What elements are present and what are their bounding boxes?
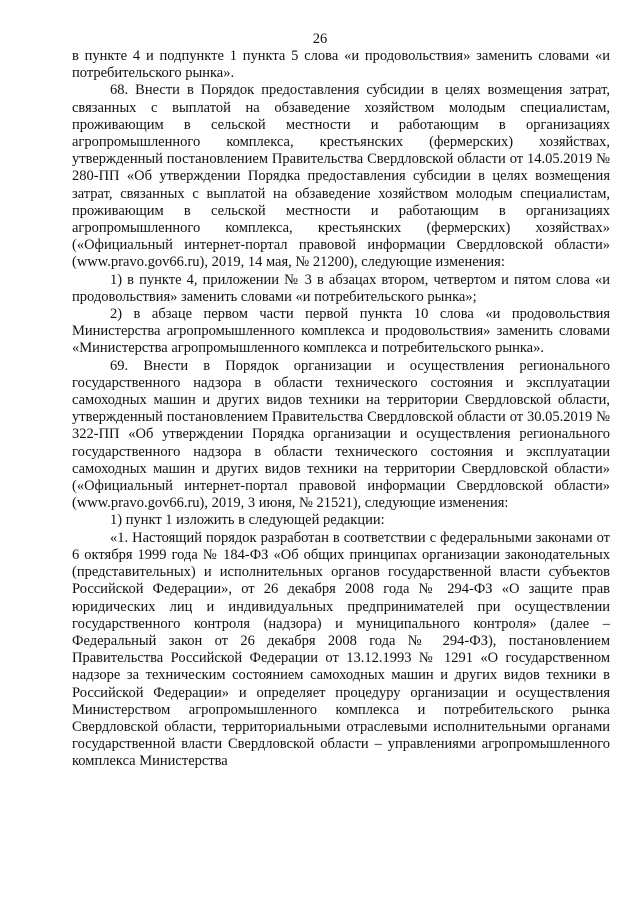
paragraph-quoted-point-1: «1. Настоящий порядок разработан в соответствии с федеральными законами от 6 октября 1999 года № 184-ФЗ «Об общих принципах организации законодательных (представительных) и исполнительных органов государственной власти субъектов Российской Федерации», от 26 декабря 2008 года № 294-ФЗ «О защите прав юридических лиц и индивидуальных предпринимателей при осуществлении государственного контроля (надзора) и муниципального контроля» (далее – Федеральный закон от 26 декабря 2008 года № 294-ФЗ), постановлением Правительства Российской Федерации от 13.12.1993 № 1291 «О государственном надзоре за техническим состоянием самоходных машин и других видов техники в Российской Федерации» и определяет процедуру организации и осуществления Министерством агропромышленного комплекса и потребительского рынка Свердловской области, территориальными отраслевыми исполнительными органами государственной власти Свердловской области – управлениями агропромышленного комплекса Министерства <box>72 529 610 770</box>
paragraph-item-68: 68. Внести в Порядок предоставления субсидии в целях возмещения затрат, связанных с выплатой на обзаведение хозяйством молодым специалистам, проживающим в сельской местности и работающим в организациях агропромышленного комплекса, крестьянских (фермерских) хозяйствах, утвержденный постановлением Правительства Свердловской области от 14.05.2019 № 280-ПП «Об утверждении Порядка предоставления субсидии в целях возмещения затрат, связанных с выплатой на обзаведение хозяйством молодым специалистам, проживающим в сельской местности и работающим в организациях агропромышленного комплекса, крестьянских (фермерских) хозяйствах» («Официальный интернет-портал правовой информации Свердловской области» (www.pravo.gov66.ru), 2019, 14 мая, № 21200), следующие изменения: <box>72 82 610 271</box>
paragraph-subitem-1: 1) в пункте 4, приложении № 3 в абзацах втором, четвертом и пятом слова «и продовольствия» заменить словами «и потребительского рынка»; <box>72 271 610 305</box>
page-number: 26 <box>312 31 328 47</box>
paragraph-item-69: 69. Внести в Порядок организации и осуществления регионального государственного надзора в области технического состояния и эксплуатации самоходных машин и других видов техники на территории Свердловской области, утвержденный постановлением Правительства Свердловской области от 30.05.2019 № 322-ПП «Об утверждении Порядка организации и осуществления регионального государственного надзора в области технического состояния и эксплуатации самоходных машин и других видов техники на территории Свердловской области» («Официальный интернет-портал правовой информации Свердловской области» (www.pravo.gov66.ru), 2019, 3 июня, № 21521), следующие изменения: <box>72 357 610 512</box>
paragraph-continuation: в пункте 4 и подпункте 1 пункта 5 слова «и продовольствия» заменить словами «и потребительского рынка». <box>72 48 610 82</box>
paragraph-subitem-2: 2) в абзаце первом части первой пункта 10 слова «и продовольствия Министерства агропромышленного комплекса и продовольствия» заменить словами «Министерства агропромышленного комплекса и потребительского рынка». <box>72 306 610 357</box>
document-body <box>72 48 610 771</box>
paragraph-subitem-1-redaction: 1) пункт 1 изложить в следующей редакции: <box>110 512 385 529</box>
